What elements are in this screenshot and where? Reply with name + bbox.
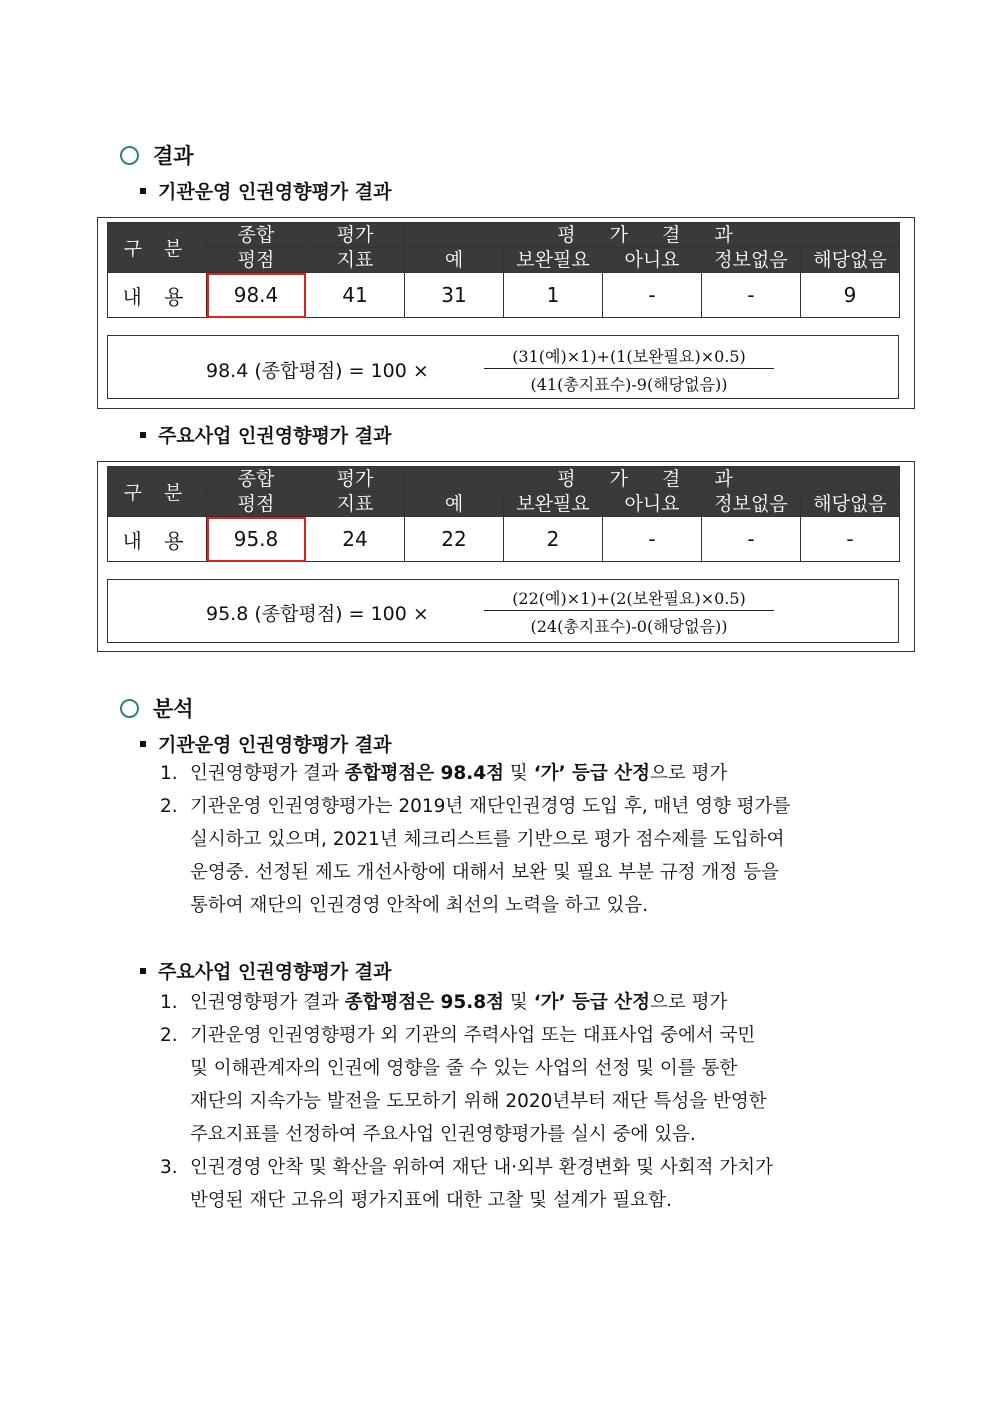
not-applicable-count: - (801, 517, 900, 562)
square-bullet-icon (140, 188, 146, 194)
col-total-top: 종합 (207, 223, 306, 248)
result-section2-title: 주요사업 인권영향평가 결과 (140, 421, 391, 448)
square-bullet-icon (140, 741, 146, 747)
formula-numerator: (31(예)×1)+(1(보완필요)×0.5) (512, 347, 746, 366)
item-number: 2. (160, 796, 178, 817)
needs-supplement-count: 1 (504, 273, 603, 318)
col-total-bottom: 평점 (207, 248, 306, 273)
item-number: 1. (160, 763, 178, 784)
index-count: 41 (306, 273, 405, 318)
analysis1-item1: 인권영향평가 결과 종합평점은 98.4점 및 ‘가’ 등급 산정으로 평가 (190, 763, 728, 784)
analysis-section1-title: 기관운영 인권영향평가 결과 (140, 730, 391, 757)
no-info-count: - (702, 517, 801, 562)
subcol-not-applicable: 해당없음 (801, 492, 900, 517)
yes-count: 31 (405, 273, 504, 318)
analysis-heading: 분석 (153, 697, 194, 721)
circle-bullet-icon (120, 699, 139, 718)
total-score: 98.4 (207, 273, 306, 318)
col-gubun: 구 분 (108, 223, 207, 273)
formula-denominator: (24(총지표수)-0(해당없음)) (530, 617, 728, 636)
row-label: 내 용 (108, 273, 207, 318)
formula-lhs: 95.8 (종합평점) = 100 × (206, 603, 429, 625)
col-index-bottom: 지표 (306, 248, 405, 273)
circle-bullet-icon (120, 146, 139, 165)
col-index-bottom: 지표 (306, 492, 405, 517)
index-count: 24 (306, 517, 405, 562)
square-bullet-icon (140, 968, 146, 974)
col-result: 평 가 결 과 (405, 467, 900, 492)
no-info-count: - (702, 273, 801, 318)
analysis2-item3-line1: 인권경영 안착 및 확산을 위하여 재단 내·외부 환경변화 및 사회적 가치가 (190, 1157, 773, 1178)
row-label: 내 용 (108, 517, 207, 562)
total-score: 95.8 (207, 517, 306, 562)
subcol-yes: 예 (405, 492, 504, 517)
subcol-no: 아니요 (603, 248, 702, 273)
col-index-top: 평가 (306, 223, 405, 248)
analysis1-item2-line4: 통하여 재단의 인권경영 안착에 최선의 노력을 하고 있음. (190, 895, 649, 916)
analysis2-item2-line2: 및 이해관계자의 인권에 영향을 줄 수 있는 사업의 선정 및 이를 통한 (190, 1058, 738, 1079)
subcol-no-info: 정보없음 (702, 248, 801, 273)
not-applicable-count: 9 (801, 273, 900, 318)
analysis-section2-title: 주요사업 인권영향평가 결과 (140, 957, 391, 984)
item-number: 3. (160, 1157, 178, 1178)
square-bullet-icon (140, 432, 146, 438)
subcol-no-info: 정보없음 (702, 492, 801, 517)
subcol-needs-supplement: 보완필요 (504, 492, 603, 517)
result-heading: 결과 (153, 144, 194, 168)
subcol-no: 아니요 (603, 492, 702, 517)
no-count: - (603, 273, 702, 318)
needs-supplement-count: 2 (504, 517, 603, 562)
formula-lhs: 98.4 (종합평점) = 100 × (206, 360, 429, 382)
fraction-line (484, 610, 774, 611)
item-number: 2. (160, 1025, 178, 1046)
result-table-2 (107, 466, 900, 562)
analysis2-item3-line2: 반영된 재단 고유의 평가지표에 대한 고찰 및 설계가 필요함. (190, 1190, 672, 1211)
fraction-line (484, 368, 774, 369)
col-total-bottom: 평점 (207, 492, 306, 517)
analysis2-item2-line4: 주요지표를 선정하여 주요사업 인권영향평가를 실시 중에 있음. (190, 1124, 696, 1145)
subcol-not-applicable: 해당없음 (801, 248, 900, 273)
formula-denominator: (41(총지표수)-9(해당없음)) (530, 375, 728, 394)
analysis1-item2-line1: 기관운영 인권영향평가는 2019년 재단인권경영 도입 후, 매년 영향 평가를 (190, 796, 791, 817)
yes-count: 22 (405, 517, 504, 562)
result-section1-title: 기관운영 인권영향평가 결과 (140, 177, 391, 204)
formula-box-2 (107, 579, 899, 643)
analysis2-item1: 인권영향평가 결과 종합평점은 95.8점 및 ‘가’ 등급 산정으로 평가 (190, 992, 728, 1013)
analysis1-item2-line2: 실시하고 있으며, 2021년 체크리스트를 기반으로 평가 점수제를 도입하여 (190, 829, 785, 850)
analysis2-item2-line3: 재단의 지속가능 발전을 도모하기 위해 2020년부터 재단 특성을 반영한 (190, 1091, 767, 1112)
no-count: - (603, 517, 702, 562)
analysis2-item2-line1: 기관운영 인권영향평가 외 기관의 주력사업 또는 대표사업 중에서 국민 (190, 1025, 756, 1046)
col-index-top: 평가 (306, 467, 405, 492)
result-table-1 (107, 222, 900, 318)
formula-numerator: (22(예)×1)+(2(보완필요)×0.5) (512, 589, 746, 608)
analysis1-item2-line3: 운영중. 선정된 제도 개선사항에 대해서 보완 및 필요 부분 규정 개정 등을 (190, 862, 779, 883)
item-number: 1. (160, 992, 178, 1013)
subcol-needs-supplement: 보완필요 (504, 248, 603, 273)
formula-box-1 (107, 335, 899, 399)
subcol-yes: 예 (405, 248, 504, 273)
col-total-top: 종합 (207, 467, 306, 492)
col-gubun: 구 분 (108, 467, 207, 517)
col-result: 평 가 결 과 (405, 223, 900, 248)
